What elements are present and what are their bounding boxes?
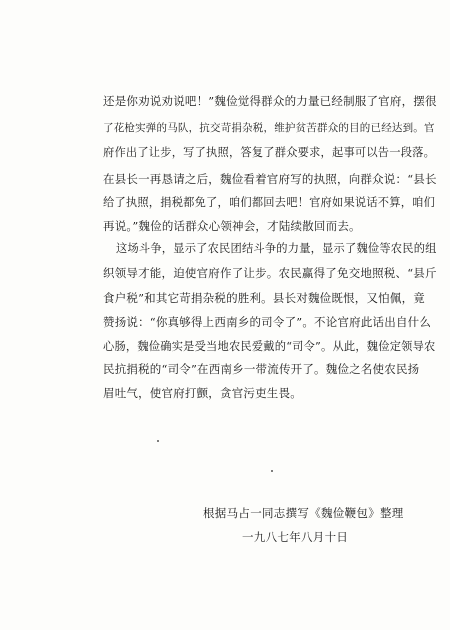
paragraph-2-line-6: 民抗捐税的“司令”在西南乡一带流传开了。魏俭之名使农民扬	[103, 362, 420, 376]
paragraph-2-line-1: 这场斗争，显示了农民团结斗争的力量，显示了魏俭等农民的组	[116, 242, 437, 255]
attribution-date: 一九八七年八月十日	[242, 530, 349, 544]
paragraph-1-line-1: 还是你劝说劝说吧！”魏俭觉得群众的力量已经制服了官府，摆很	[103, 94, 437, 108]
paragraph-1-line-6: 再说。”魏俭的话群众心领神会，才陆续散回而去。	[103, 219, 361, 233]
paragraph-1-line-4: 在县长一再恳请之后，魏俭看着官府写的执照，向群众说：“县长	[103, 172, 437, 186]
paragraph-2-line-5: 心肠，魏俭确实是受当地农民爱戴的“司令”。从此，魏俭定领导农	[103, 340, 436, 353]
paragraph-2-line-2: 织领导才能，迫使官府作了让步。农民赢得了免交地照税、“县斤	[103, 266, 437, 280]
attribution-source: 根据马占一同志撰写《魏俭鞭包》整理	[203, 506, 404, 520]
scan-speck	[271, 470, 273, 472]
paragraph-2-line-7: 眉吐气，使官府打颤，贪官污吏生畏。	[103, 386, 302, 400]
scan-speck	[157, 440, 159, 442]
paragraph-1-line-3: 府作出了让步，写了执照，答复了群众要求，起事可以告一段落。	[103, 146, 436, 159]
paragraph-2-line-3: 食户税”和其它苛捐杂税的胜利。县长对魏俭既恨，又怕佩，竟	[103, 291, 425, 305]
paragraph-2-line-4: 赞扬说：“你真够得上西南乡的司令了”。不论官府此话出自什么	[103, 315, 432, 329]
paragraph-1-line-5: 给了执照，捐税都免了，咱们都回去吧！官府如果说话不算，咱们	[103, 196, 436, 209]
paragraph-1-line-2: 了花枪实弹的马队，抗交苛捐杂税，维护贫苦群众的目的已经达到。官	[103, 122, 435, 134]
